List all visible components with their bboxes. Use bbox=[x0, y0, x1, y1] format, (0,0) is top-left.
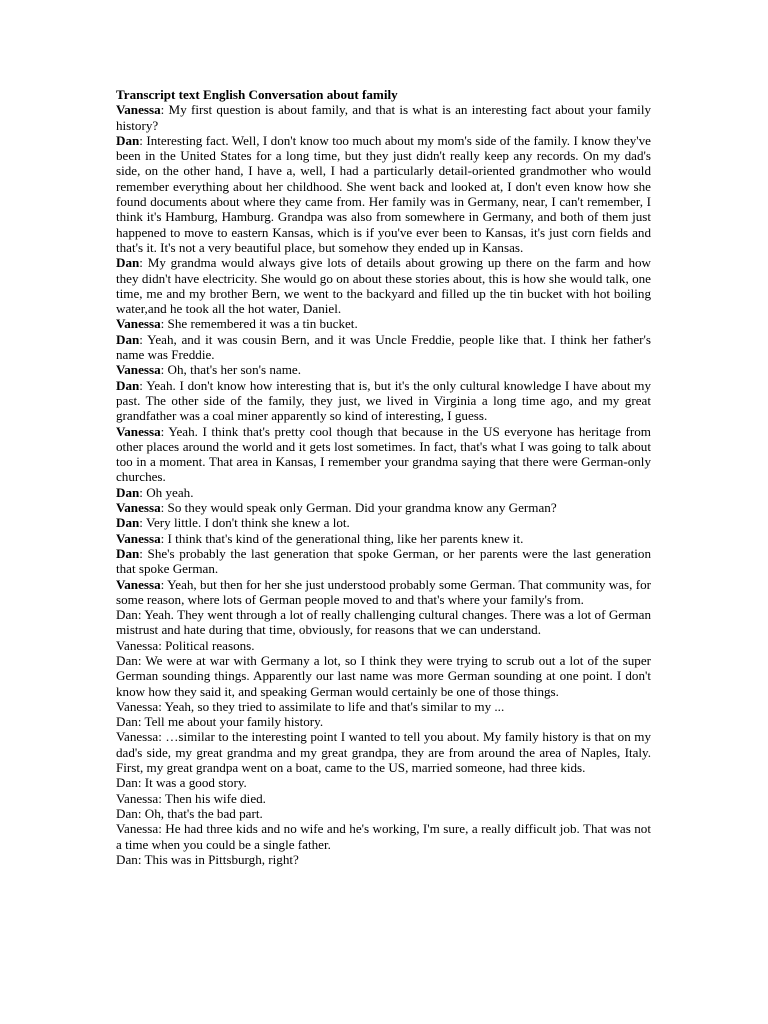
turn-text: : He had three kids and no wife and he's working, I'm sure, a really difficult job. That was not a time when you could be a single father. bbox=[116, 821, 651, 852]
document-title: Transcript text English Conversation about family bbox=[116, 87, 398, 102]
turn-text: : Tell me about your family history. bbox=[137, 714, 324, 730]
transcript-turn bbox=[116, 133, 651, 255]
transcript-turn bbox=[116, 653, 651, 699]
speaker-name: Dan bbox=[116, 515, 140, 531]
turn-text: : It was a good story. bbox=[137, 775, 247, 791]
transcript-turn bbox=[116, 424, 651, 485]
speaker-name: Vanessa bbox=[116, 423, 161, 439]
speaker-name: Vanessa bbox=[116, 790, 159, 806]
turn-text: : Then his wife died. bbox=[158, 790, 266, 806]
transcript-turn bbox=[116, 378, 651, 424]
turn-text: : Yeah. I think that's pretty cool though that because in the US everyone has heritage from other places around the world and it gets lost sometimes. In fact, that's what I was going to talk about too in a moment. That area in Kansas, I remember your grandma saying that there were German-only churches. bbox=[116, 423, 651, 485]
speaker-name: Dan bbox=[116, 377, 140, 393]
turn-text: : Yeah, so they tried to assimilate to life and that's similar to my ... bbox=[158, 698, 505, 714]
speaker-name: Vanessa bbox=[116, 362, 161, 378]
turn-text: : Oh yeah. bbox=[139, 484, 194, 500]
speaker-name: Dan bbox=[116, 851, 138, 867]
speaker-name: Dan bbox=[116, 714, 138, 730]
transcript-turn bbox=[116, 821, 651, 852]
turn-text: : This was in Pittsburgh, right? bbox=[137, 851, 299, 867]
transcript-page bbox=[116, 87, 651, 867]
turn-text: : Oh, that's the bad part. bbox=[137, 805, 263, 821]
speaker-name: Dan bbox=[116, 775, 138, 791]
turn-text: : Political reasons. bbox=[158, 637, 255, 653]
transcript-turn bbox=[116, 577, 651, 608]
transcript-turn bbox=[116, 775, 651, 790]
transcript-turn bbox=[116, 531, 651, 546]
transcript-turn bbox=[116, 699, 651, 714]
transcript-turn bbox=[116, 729, 651, 775]
speaker-name: Dan bbox=[116, 652, 138, 668]
turn-text: : Interesting fact. Well, I don't know too much about my mom's side of the family. I know they've been in the United States for a long time, but they just didn't really keep any records. On my dad's side, on the other hand, I have a, well, I had a particularly detail-oriented grandmother who would remember everything about her childhood. She went back and looked at, I don't even know how she found documents about where they came from. Her family was in Germany, near, I can't remember, I think it's Hamburg, Hamburg. Grandpa was also from somewhere in Germany, and both of them just happened to move to eastern Kansas, which is if you've ever been to Kansas, it's just corn fields and that's it. It's not a very beautiful place, but somehow they ended up in Kansas. bbox=[116, 132, 651, 255]
turn-text: : Yeah. I don't know how interesting that is, but it's the only cultural knowledge I have about my past. The other side of the family, they just, we lived in Virginia a long time ago, and my great grandfather was a coal miner apparently so kind of interesting, I guess. bbox=[116, 377, 651, 424]
transcript-turn bbox=[116, 515, 651, 530]
speaker-name: Dan bbox=[116, 805, 138, 821]
turn-text: : So they would speak only German. Did your grandma know any German? bbox=[160, 500, 557, 516]
transcript-body bbox=[116, 102, 651, 867]
speaker-name: Vanessa bbox=[116, 530, 161, 546]
turn-text: : She's probably the last generation that spoke German, or her parents were the last generation that spoke German. bbox=[116, 545, 651, 577]
speaker-name: Dan bbox=[116, 545, 140, 561]
turn-text: : I think that's kind of the generational thing, like her parents knew it. bbox=[160, 530, 524, 546]
transcript-turn bbox=[116, 607, 651, 638]
turn-text: : My grandma would always give lots of details about growing up there on the farm and how they didn't have electricity. She would go on about these stories about, this is how she would talk, one time, me and my brother Bern, we went to the backyard and filled up the tin bucket with hot boiling water,and he took all the hot water, Daniel. bbox=[116, 255, 651, 317]
speaker-name: Dan bbox=[116, 331, 140, 347]
transcript-turn bbox=[116, 638, 651, 653]
turn-text: : Very little. I don't think she knew a lot. bbox=[139, 515, 350, 531]
turn-text: : She remembered it was a tin bucket. bbox=[160, 316, 358, 332]
speaker-name: Dan bbox=[116, 132, 140, 148]
speaker-name: Vanessa bbox=[116, 576, 161, 592]
transcript-turn bbox=[116, 485, 651, 500]
transcript-turn bbox=[116, 102, 651, 133]
transcript-turn bbox=[116, 500, 651, 515]
speaker-name: Vanessa bbox=[116, 698, 159, 714]
speaker-name: Dan bbox=[116, 255, 140, 271]
turn-text: : My first question is about family, and that is what is an interesting fact about your family history? bbox=[116, 102, 651, 133]
speaker-name: Vanessa bbox=[116, 821, 159, 837]
speaker-name: Vanessa bbox=[116, 500, 161, 516]
turn-text: : Yeah, and it was cousin Bern, and it was Uncle Freddie, people like that. I think her father's name was Freddie. bbox=[116, 331, 651, 363]
transcript-turn bbox=[116, 255, 651, 316]
turn-text: : Yeah, but then for her she just understood probably some German. That community was, for some reason, where lots of German people moved to and that's where your family's from. bbox=[116, 576, 651, 607]
speaker-name: Vanessa bbox=[116, 637, 159, 653]
turn-text: : Oh, that's her son's name. bbox=[160, 362, 302, 378]
turn-text: : Yeah. They went through a lot of really challenging cultural changes. There was a lot of German mistrust and hate during that time, obviously, for reasons that we can understand. bbox=[116, 607, 651, 638]
transcript-turn bbox=[116, 714, 651, 729]
transcript-turn bbox=[116, 852, 651, 867]
speaker-name: Vanessa bbox=[116, 102, 161, 118]
speaker-name: Dan bbox=[116, 484, 140, 500]
transcript-turn bbox=[116, 362, 651, 377]
transcript-turn bbox=[116, 332, 651, 363]
speaker-name: Dan bbox=[116, 607, 138, 623]
speaker-name: Vanessa bbox=[116, 316, 161, 332]
speaker-name: Vanessa bbox=[116, 729, 159, 745]
transcript-turn bbox=[116, 791, 651, 806]
transcript-turn bbox=[116, 546, 651, 577]
transcript-turn bbox=[116, 316, 651, 331]
transcript-turn bbox=[116, 806, 651, 821]
turn-text: : …similar to the interesting point I wanted to tell you about. My family history is that on my dad's side, my great grandma and my great grandpa, they are from around the area of Naples, Italy. First, my great grandpa went on a boat, came to the US, married someone, had three kids. bbox=[116, 729, 651, 776]
turn-text: : We were at war with Germany a lot, so I think they were trying to scrub out a lot of the super German sounding things. Apparently our last name was more German sounding at one point. I don't know how they said it, and speaking German would certainly be one of those things. bbox=[116, 652, 651, 699]
